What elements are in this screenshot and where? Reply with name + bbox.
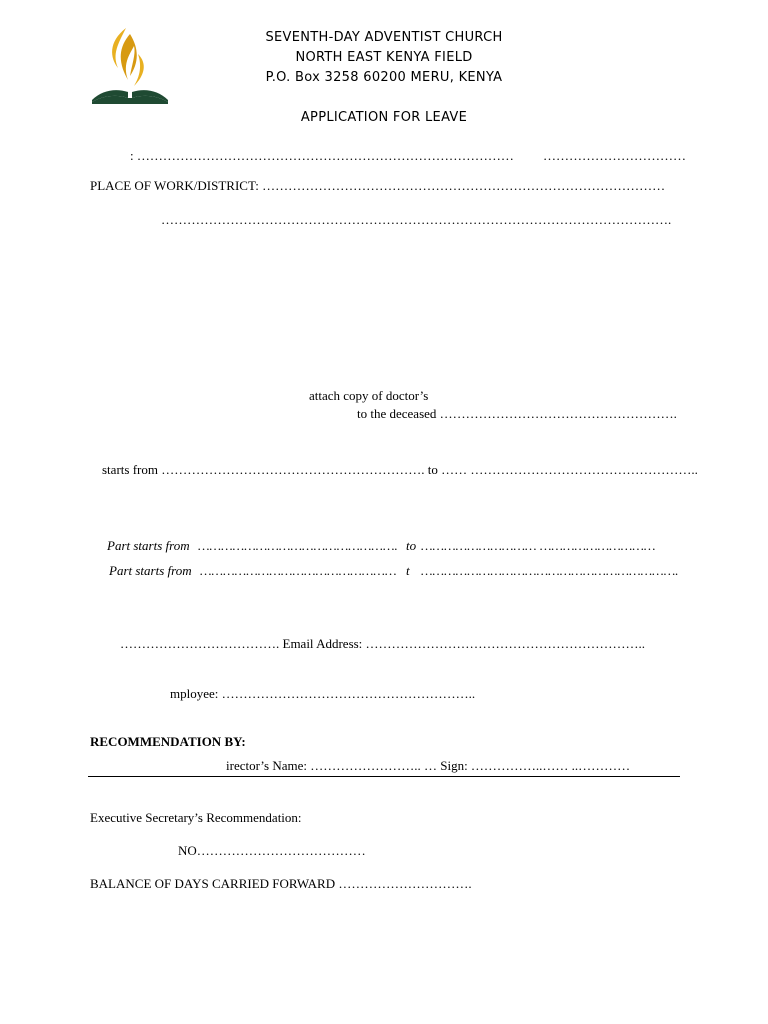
exec-secretary-recommendation: Executive Secretary’s Recommendation: (90, 810, 302, 825)
part1-to-dots: ………………………… ………………………… (421, 538, 656, 553)
org-name: SEVENTH-DAY ADVENTIST CHURCH (265, 30, 503, 45)
recommendation-divider (88, 776, 680, 777)
director-name-sign-row: irector’s Name: …………………….. … Sign: ……………..…… ..………… (226, 758, 631, 773)
field-name: NORTH EAST KENYA FIELD (295, 50, 473, 65)
leave-starts-field: starts from ……………………………………………………. to …… …………………………………………….. (102, 462, 698, 477)
place-of-work-field: PLACE OF WORK/DISTRICT: ………………………………………………………………………………… (90, 178, 666, 193)
part1-from-dots: ……………………………………………. (198, 538, 398, 553)
form-title: APPLICATION FOR LEAVE (300, 110, 468, 125)
part2-t-label: t (406, 563, 410, 578)
doctor-note-text: attach copy of doctor’s (309, 388, 429, 403)
part2-to-dots: …………………………………………………………. (421, 563, 679, 578)
employee-field: mployee: ………………………………………………….. (170, 686, 476, 701)
recommendation-heading: RECOMMENDATION BY: (90, 734, 246, 749)
no-field: NO………………………………… (178, 843, 366, 858)
part1-label: Part starts from (107, 538, 190, 553)
blank-field-row: ………………………………………………………………………………………………………. (161, 212, 672, 227)
name-field-row: : …………………………………………………………………………… (130, 148, 514, 163)
deceased-field: to the deceased ………………………………………………. (357, 406, 677, 421)
part2-from-dots: …………………………………………… (200, 563, 397, 578)
sda-church-logo (88, 24, 172, 104)
name-field-right: …………………………… (543, 148, 686, 163)
part2-label: Part starts from (109, 563, 192, 578)
email-field-row: ………………………………. Email Address: ……………………………………………………….. (120, 636, 646, 651)
part1-to-label: to (406, 538, 417, 553)
balance-days-field: BALANCE OF DAYS CARRIED FORWARD …………………………. (90, 876, 472, 891)
org-address: P.O. Box 3258 60200 MERU, KENYA (265, 70, 503, 85)
logo-flame-middle (121, 34, 137, 80)
